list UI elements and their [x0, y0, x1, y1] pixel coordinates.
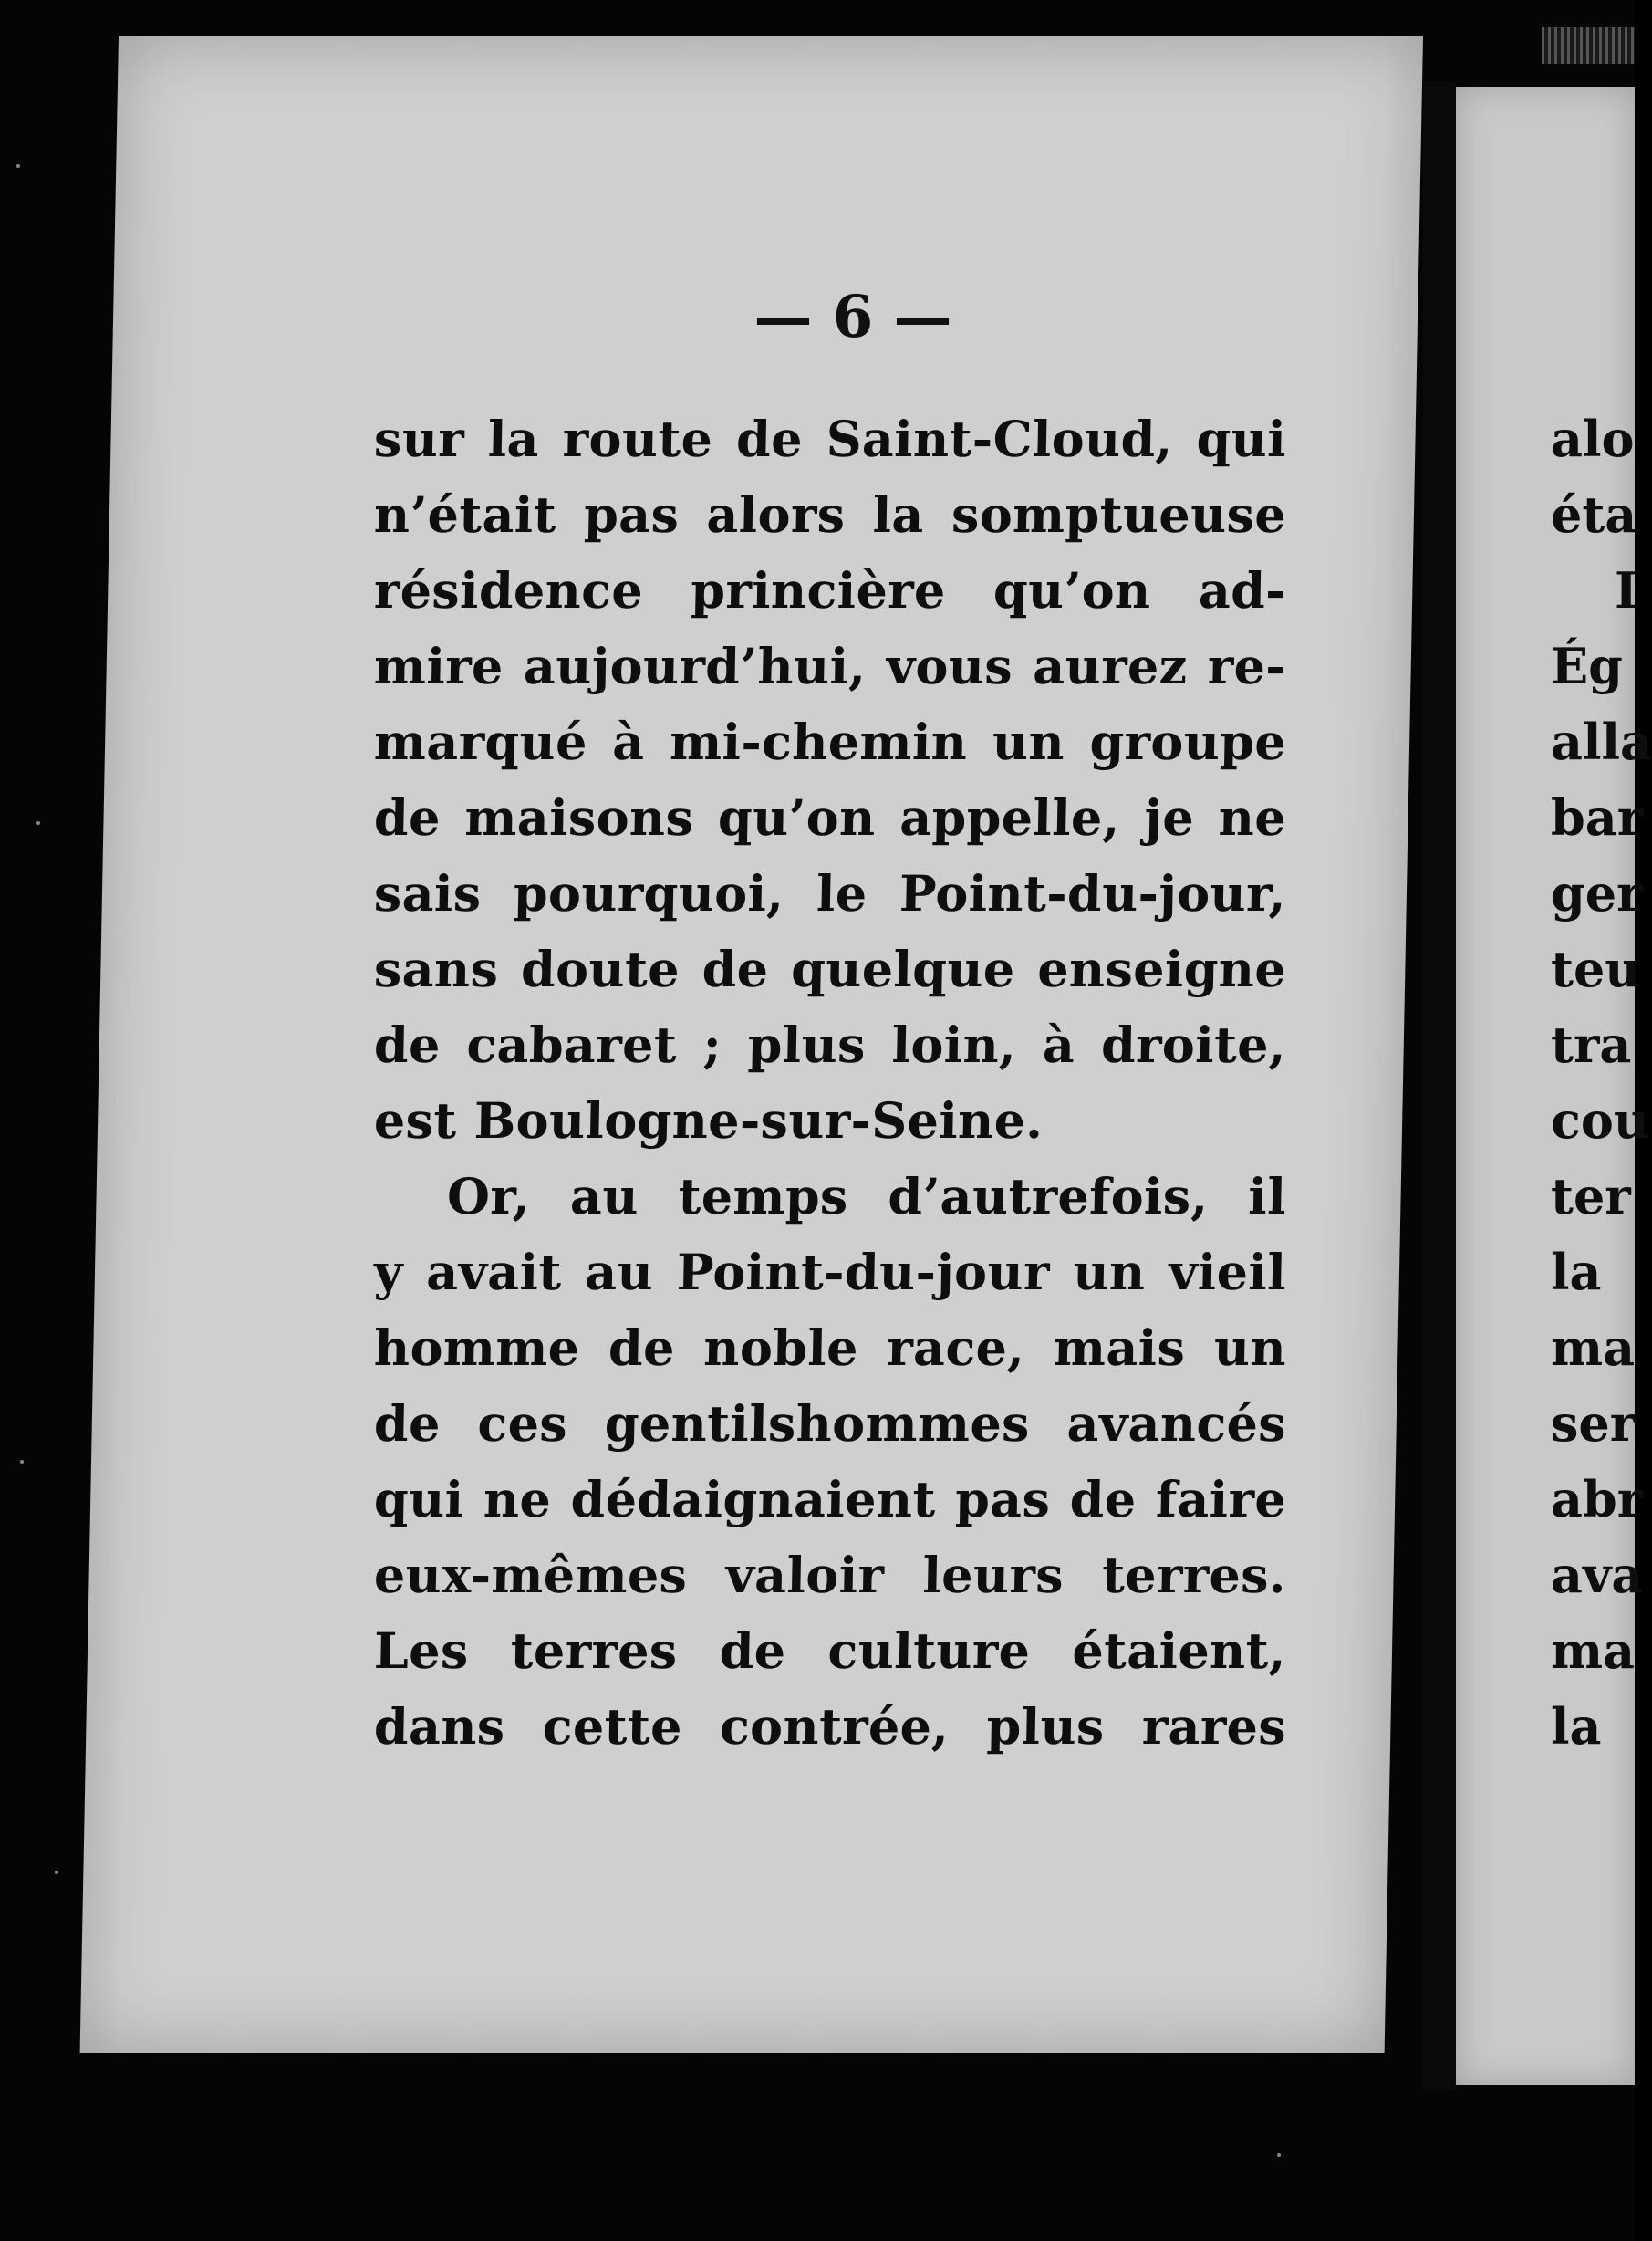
dust-speck [1277, 2153, 1281, 2157]
text-line: de maisons qu’on appelle, je ne [373, 788, 1287, 847]
text-line: Or, au temps d’autrefois, il [446, 1167, 1287, 1225]
text-line: tra [1551, 1016, 1632, 1074]
text-line: qui ne dédaignaient pas de faire [373, 1470, 1287, 1528]
text-line: marqué à mi-chemin un groupe [373, 713, 1287, 771]
dust-speck [36, 821, 40, 825]
text-line: alo [1551, 410, 1635, 468]
text-line: eux-mêmes valoir leurs terres. [373, 1546, 1287, 1604]
text-line: ma [1551, 1621, 1636, 1680]
text-line: dans cette contrée, plus rares [373, 1697, 1287, 1756]
book-gutter [1423, 82, 1456, 2090]
text-line: résidence princière qu’on ad- [373, 561, 1287, 620]
right-page-text [1551, 401, 1652, 1765]
text-line: éta [1551, 485, 1637, 544]
text-line: la [1551, 1243, 1602, 1301]
text-line: homme de noble race, mais un [373, 1319, 1287, 1377]
text-line: n’était pas alors la somptueuse [373, 485, 1287, 544]
text-line: sans doute de quelque enseigne [373, 940, 1287, 998]
text-line: de ces gentilshommes avancés [373, 1394, 1287, 1453]
text-line: mire aujourd’hui, vous aurez re- [373, 637, 1287, 695]
text-line: sur la route de Saint-Cloud, qui [373, 410, 1287, 468]
text-line: de cabaret ; plus loin, à droite, [373, 1016, 1287, 1074]
text-line: alla [1551, 713, 1652, 771]
text-line: teu [1551, 940, 1641, 998]
text-line: Ég [1551, 637, 1623, 695]
text-line: Les terres de culture étaient, [373, 1621, 1287, 1680]
text-line: la [1551, 1697, 1602, 1756]
text-line: ava [1551, 1546, 1644, 1604]
text-line: y avait au Point-du-jour un vieil [373, 1243, 1287, 1301]
dust-speck [55, 1871, 58, 1874]
text-line: ser [1551, 1394, 1636, 1453]
text-line: ger [1551, 864, 1643, 922]
text-line: ter [1551, 1167, 1631, 1225]
text-line: sais pourquoi, le Point-du-jour, [373, 864, 1287, 922]
text-line: bar [1551, 788, 1644, 847]
text-line: I [1615, 561, 1638, 620]
page-number: — 6 — [753, 283, 952, 351]
text-line: abr [1551, 1470, 1644, 1528]
text-line: ma [1551, 1319, 1636, 1377]
dust-speck [20, 1460, 24, 1464]
dust-speck [16, 164, 20, 168]
left-page-text [374, 401, 1286, 1765]
film-edge-marking [1542, 27, 1635, 64]
text-line: est Boulogne-sur-Seine. [373, 1091, 1044, 1150]
text-line: cou [1551, 1091, 1650, 1150]
